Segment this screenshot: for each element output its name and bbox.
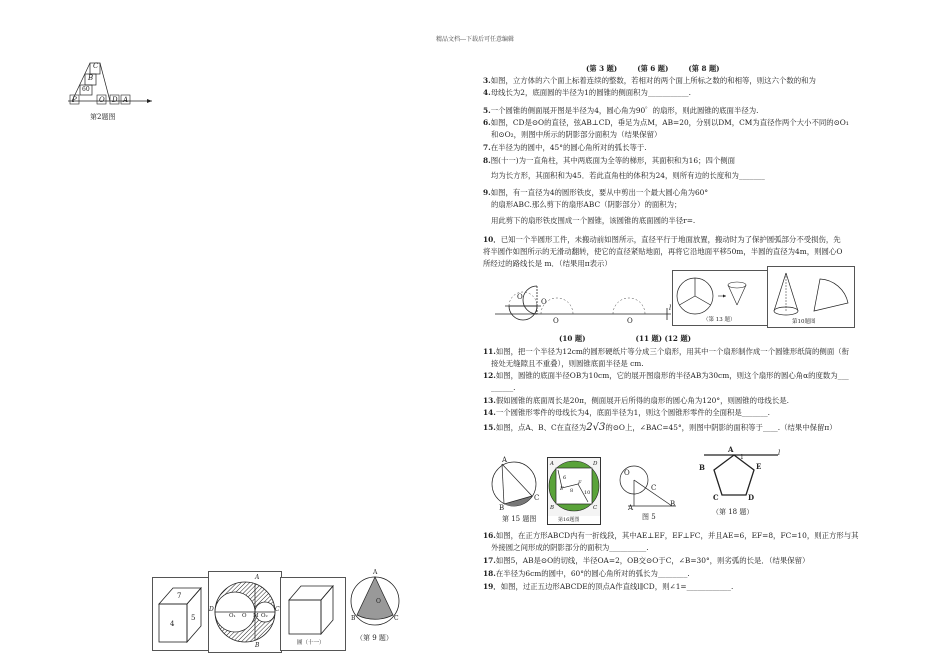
fig6-label-a: A: [255, 574, 260, 581]
fig9-label-o: O: [376, 598, 381, 605]
q12-text: 如图，圆锥的底面半径OB为10cm，它的展开图扇形的半径AB为30cm，则这个扇形的圆心角α的度数为___: [495, 371, 849, 380]
fig16-label-a: A: [550, 461, 554, 467]
q10-line-2: 将半圆作如图所示的无滑动翻转，使它的直径紧贴地面，再将它沿地面平移50m，半圆的直径为4m，则圆心O: [483, 247, 843, 256]
figure-q16: [547, 457, 601, 525]
question-6-cont: [491, 130, 661, 140]
q8-line-2: 均为长方形，其面积和为45．若此直角柱的体积为24，则所有边的长度和为_______: [491, 171, 765, 180]
fig15-caption: 第 15 题图: [502, 515, 537, 523]
question-17: [483, 556, 809, 566]
question-3: [483, 76, 816, 86]
figure-q9-drawing: [350, 567, 400, 631]
figure-q2: [60, 55, 160, 125]
fig2-caption: 第2题图: [90, 113, 116, 121]
question-4: [483, 88, 691, 98]
fig3-label-5: 5: [191, 614, 196, 622]
fig9-label-b: B: [351, 615, 356, 622]
fig2-label-60: 60: [82, 86, 90, 93]
q3-number: 3.: [483, 76, 491, 85]
question-12: [483, 371, 849, 381]
question-11: [483, 347, 849, 357]
q15-radical: 2√3: [586, 422, 606, 433]
figure-q11: [672, 270, 768, 326]
fig15-label-a: A: [502, 456, 508, 464]
q6-line-2: 和⊙O₂，则图中所示的阴影部分面积为（结果保留）: [491, 130, 662, 139]
fig6-label-o1: O₁: [229, 613, 236, 619]
fig3-label-4: 4: [170, 620, 175, 628]
question-6: [483, 118, 849, 128]
fig16-label-8: 8: [570, 488, 574, 494]
q17-text: 如图5，AB是⊙O的切线，半径OA=2，OB交⊙O于C，∠B=30°，则劣弧的长是．（结果保留）: [495, 556, 810, 565]
q8-number: 8.: [483, 156, 491, 165]
fig10-label-o1: O: [517, 293, 523, 301]
fig16-caption: 第16题图: [558, 517, 580, 523]
q15-text-a: 如图，点A、B、C在直径为: [495, 423, 587, 432]
q7-text: 在半径为的圆中，45°的圆心角所对的弧长等于.: [490, 143, 647, 152]
question-5: [483, 106, 758, 116]
question-13: [483, 396, 789, 406]
fig6-label-d: D: [209, 606, 214, 613]
page-header: 精品文档---下载后可任意编辑: [435, 36, 515, 43]
q17-number: 17.: [483, 556, 496, 565]
fig2-label-b: B: [88, 74, 94, 82]
fig15-label-c: C: [534, 494, 540, 502]
fig5-label-o: O: [624, 469, 630, 477]
fig18-label-d: D: [748, 493, 755, 502]
fig9-label-a: A: [373, 569, 378, 576]
figure-q8: [280, 577, 346, 651]
fig6-label-b: B: [255, 642, 260, 649]
q11-line-1: 如图，把一个半径为12cm的圆形硬纸片等分成三个扇形，用其中一个扇形制作成一个圆锥形纸筒的侧面（衔: [495, 347, 849, 356]
question-8: [483, 156, 735, 166]
q18-number: 18.: [483, 569, 496, 578]
fig16-label-f: F: [578, 480, 582, 486]
question-10-cont-2: [483, 259, 612, 269]
q14-text: 一个圆锥形零件的母线长为4，底面半径为1，则这个圆锥形零件的全面积是_______.: [495, 408, 770, 417]
q9-line-3: 用此剪下的扇形铁皮围成一个圆锥，该圆锥的底面圆的半径r=.: [491, 216, 696, 225]
fig15-label-b: B: [499, 504, 505, 512]
q12-number: 12.: [483, 371, 496, 380]
q9-line-1: 如图，有一直径为4的圆形铁皮，要从中剪出一个最大圆心角为60°: [490, 188, 709, 197]
q9-number: 9.: [483, 188, 491, 197]
figure-q12: [767, 266, 855, 328]
q19-text: 如图，过正五边形ABCDE的顶点A作直线l∥CD，则∠1=____________.: [500, 582, 734, 591]
fig18-caption: （第 18 题）: [712, 508, 754, 516]
question-18: [483, 569, 690, 579]
question-15: [483, 423, 837, 433]
fig8-caption: 圖（十一）: [297, 640, 325, 646]
fig6-label-o2: O₂: [261, 613, 268, 619]
figure-q10: [495, 278, 675, 328]
fig2-label-p: P: [72, 96, 77, 104]
fig5-label-c: C: [651, 484, 657, 492]
q11-number: 11.: [483, 347, 496, 356]
q5-number: 5.: [483, 106, 491, 115]
fig18-label-c: C: [713, 493, 719, 502]
fig2-label-d: D: [112, 96, 118, 104]
question-7: [483, 143, 647, 153]
q6-line-1: 如图，CD是⊙O的直径，弦AB⊥CD，垂足为点M，AB=20，分别以DM，CM为直径作两个大小不同的⊙O₁: [490, 118, 849, 127]
figure-q3: [152, 577, 210, 651]
question-16-cont: [491, 543, 649, 553]
q13-number: 13.: [483, 396, 496, 405]
q10-line-1: 已知一个半圆形工件，未搬动前如图所示，直径平行于地面放置，搬动时为了保护圆弧部分不受损伤，先: [500, 235, 841, 244]
fig10-label-o3: O: [553, 317, 559, 325]
figure-q6-drawing: [209, 572, 281, 652]
fig16-label-e: E: [560, 486, 564, 492]
fig18-label-1: 1: [740, 454, 744, 461]
fig10-label-l: l: [669, 304, 672, 312]
question-12-cont: [491, 383, 516, 393]
q6-number: 6.: [483, 118, 491, 127]
question-14: [483, 408, 770, 418]
q10-number: 10．: [483, 235, 501, 244]
question-9: [483, 188, 708, 198]
fig2-label-a: A: [123, 96, 129, 104]
figure-q18: [694, 445, 784, 523]
fig5-caption: 图 5: [642, 513, 656, 521]
caption-row-2: (10 题) (11 题) (12 题): [559, 334, 692, 343]
fig2-label-c: C: [93, 62, 99, 70]
fig12-caption: 第10题图: [792, 319, 816, 325]
q16-line-2: 外接圆之间形成的阴影部分的面积为__________.: [491, 543, 649, 552]
fig5-label-a: A: [628, 504, 634, 512]
figure-q16-drawing: [548, 458, 600, 524]
q18-text: 在半径为6cm的圆中，60°的圆心角所对的弧长为________.: [495, 569, 690, 578]
q7-number: 7.: [483, 143, 491, 152]
q4-number: 4.: [483, 88, 491, 97]
q9-line-2: 的扇形ABC.那么剪下的扇形ABC（阴影部分）的面积为；: [491, 200, 682, 209]
fig16-label-6: 6: [563, 475, 567, 481]
fig10-label-o2: O: [541, 298, 547, 306]
q16-line-1: 如图，在正方形ABCD内有一折线段，其中AE⊥EF，EF⊥FC，并且AE=6，EF=8，FC=10，则正方形与其: [495, 531, 859, 540]
figure-q15-drawing: [488, 456, 548, 516]
fig18-label-b: B: [699, 463, 705, 472]
question-16: [483, 531, 859, 541]
fig18-label-e: E: [756, 462, 762, 471]
q3-text: 如图，立方体的六个面上标着连续的整数，若相对的两个面上所标之数的和相等，则这六个数的和为: [490, 76, 816, 85]
fig16-label-d: D: [593, 461, 598, 467]
fig9-caption: （第 9 题）: [356, 634, 393, 642]
question-11-cont: [491, 359, 644, 369]
q4-text: 母线长为2，底面圆的半径为1的圆锥的侧面积为___________.: [490, 88, 691, 97]
fig6-label-o: O: [242, 613, 247, 619]
figure-5: [618, 462, 684, 522]
q19-number: 19．: [483, 582, 501, 591]
figure-q10-drawing: [495, 278, 675, 328]
question-19: [483, 582, 733, 592]
question-10: [483, 235, 841, 245]
fig2-label-o: O: [99, 96, 105, 104]
figure-q18-drawing: [694, 445, 784, 509]
q12-line-2: ______.: [491, 383, 516, 392]
fig10-label-o4: O: [627, 317, 633, 325]
q8-line-1: 图(十一)为一直角柱，其中两底面为全等的梯形，其面积和为16；四个侧面: [490, 156, 736, 165]
q11-line-2: 接处无缝隙且不重叠），则圆锥底面半径是 cm.: [491, 359, 644, 368]
question-10-cont: [483, 247, 842, 257]
fig3-label-7: 7: [177, 592, 182, 600]
q10-line-3: 所经过的路线长是 m．（结果用π表示）: [483, 259, 612, 268]
question-9-cont-2: [491, 216, 695, 226]
fig11-caption: （第 13 题）: [703, 317, 736, 323]
fig9-label-c: C: [394, 615, 399, 622]
fig16-label-c: C: [593, 505, 598, 511]
figure-q6: [208, 571, 282, 653]
fig5-label-b: B: [670, 500, 676, 508]
caption-row-1: (第 3 题) (第 6 题) (第 8 题): [586, 64, 720, 73]
q15-number: 15.: [483, 423, 496, 432]
fig16-label-10: 10: [584, 490, 591, 496]
q16-number: 16.: [483, 531, 496, 540]
question-8-cont: [491, 171, 765, 181]
fig6-label-m: M: [253, 613, 259, 619]
figure-q15: [488, 456, 548, 524]
fig16-label-b: B: [550, 505, 555, 511]
q15-text-b: 的⊙O上，∠BAC=45°，则图中阴影的面积等于____.（结果中保留π）: [605, 423, 837, 432]
q14-number: 14.: [483, 408, 496, 417]
question-9-cont: [491, 200, 681, 210]
fig18-label-l: l: [778, 449, 781, 457]
fig6-label-c: C: [275, 606, 280, 613]
figure-q9: [350, 567, 400, 647]
figure-q3-drawing: [153, 578, 209, 650]
fig18-label-a: A: [728, 445, 734, 454]
q13-text: 假如圆锥的底面周长是20π，侧面展开后所得的扇形的圆心角为120°，则圆锥的母线长是.: [495, 396, 789, 405]
q5-text: 一个圆锥的侧面展开图是半径为4，圆心角为90゜的扇形，则此圆锥的底面半径为.: [490, 106, 759, 115]
